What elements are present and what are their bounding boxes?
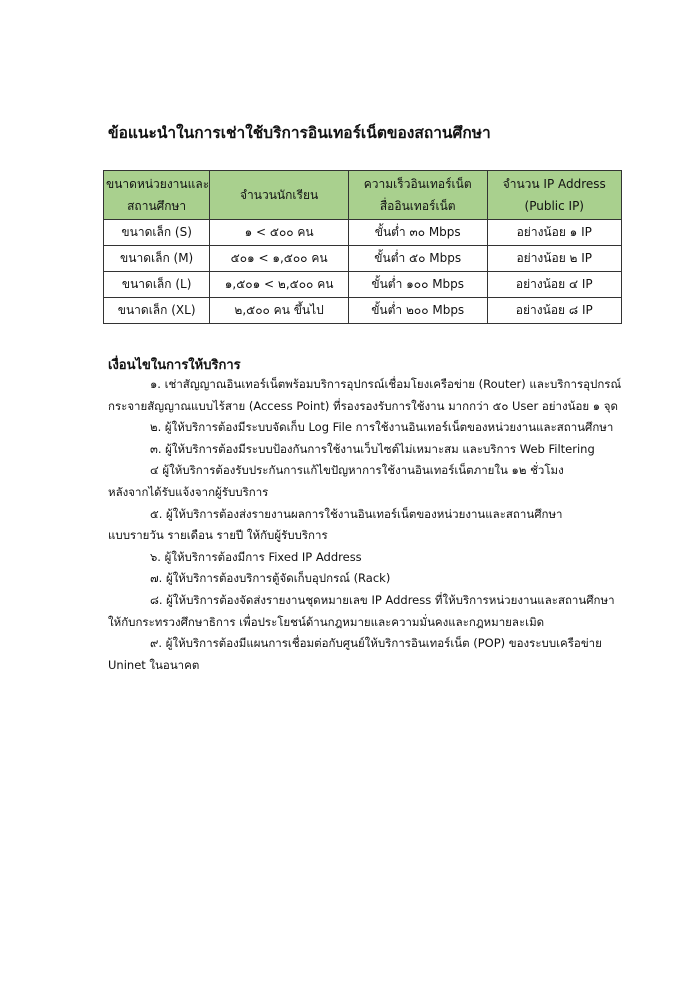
table-header — [104, 171, 622, 220]
table-cell: ๒,๕๐๐ คน ขึ้นไป — [210, 298, 349, 324]
condition-line: ๑. เช่าสัญญาณอินเทอร์เน็ตพร้อมบริการอุปกรณ์เชื่อมโยงเครือข่าย (Router) และบริการอุปกรณ์ — [150, 377, 622, 391]
table-cell: อย่างน้อย ๘ IP — [487, 298, 621, 324]
table-row — [104, 220, 622, 246]
page-title: ข้อแนะนำในการเช่าใช้บริการอินเทอร์เน็ตของสถานศึกษา — [108, 124, 491, 142]
table-cell: อย่างน้อย ๔ IP — [487, 272, 621, 298]
table-cell: ขนาดเล็ก (S) — [104, 220, 210, 246]
condition-line: ๔ ผู้ให้บริการต้องรับประกันการแก้ไขปัญหาการใช้งานอินเทอร์เน็ตภายใน ๑๒ ชั่วโมง — [150, 463, 564, 478]
table-row — [104, 298, 622, 324]
table-row — [104, 272, 622, 298]
service-table — [103, 170, 622, 324]
condition-line: ๖. ผู้ให้บริการต้องมีการ Fixed IP Address — [150, 549, 362, 564]
table-cell: อย่างน้อย ๒ IP — [487, 246, 621, 272]
table-cell: ขนาดเล็ก (M) — [104, 246, 210, 272]
conditions-heading: เงื่อนไขในการให้บริการ — [108, 358, 241, 373]
condition-line: ๗. ผู้ให้บริการต้องบริการตู้จัดเก็บอุปกรณ์ (Rack) — [150, 571, 391, 586]
conditions-list — [108, 374, 623, 676]
header-students — [210, 171, 349, 220]
header-text: (Public IP) — [524, 199, 584, 213]
table-cell: ขั้นต่ำ ๒๐๐ Mbps — [348, 298, 487, 324]
header-text: สื่ออินเทอร์เน็ต — [379, 199, 456, 213]
table-cell: ขนาดเล็ก (L) — [104, 272, 210, 298]
table-cell: ขั้นต่ำ ๑๐๐ Mbps — [348, 272, 487, 298]
table-cell: ขั้นต่ำ ๕๐ Mbps — [348, 246, 487, 272]
header-text: จำนวน IP Address — [502, 177, 606, 191]
header-text: ความเร็วอินเทอร์เน็ต — [363, 177, 472, 191]
condition-line: ๘. ผู้ให้บริการต้องจัดส่งรายงานชุดหมายเลข IP Address ที่ให้บริการหน่วยงานและสถานศึกษา — [150, 592, 615, 607]
table-cell: อย่างน้อย ๑ IP — [487, 220, 621, 246]
table-body — [104, 220, 622, 324]
condition-line: ๒. ผู้ให้บริการต้องมีระบบจัดเก็บ Log File การใช้งานอินเทอร์เน็ตของหน่วยงานและสถานศึกษา — [150, 420, 614, 435]
table-cell: ขนาดเล็ก (XL) — [104, 298, 210, 324]
table-row — [104, 246, 622, 272]
table-cell: ๑ < ๕๐๐ คน — [210, 220, 349, 246]
header-text: ขนาดหน่วยงานและ — [106, 177, 210, 191]
condition-line: ๙. ผู้ให้บริการต้องมีแผนการเชื่อมต่อกับศูนย์ให้บริการอินเทอร์เน็ต (POP) ของระบบเครือข่าย — [150, 636, 602, 651]
header-org-size — [104, 171, 210, 220]
condition-line: ให้กับกระทรวงศึกษาธิการ เพื่อประโยชน์ด้านกฎหมายและความมั่นคงและกฎหมายละเมิด — [108, 614, 545, 629]
condition-line: ๓. ผู้ให้บริการต้องมีระบบป้องกันการใช้งานเว็บไซต์ไม่เหมาะสม และบริการ Web Filtering — [150, 441, 595, 456]
condition-line: แบบรายวัน รายเดือน รายปี ให้กับผู้รับบริการ — [108, 528, 328, 543]
header-ip — [487, 171, 621, 220]
condition-line: กระจายสัญญาณแบบไร้สาย (Access Point) ที่รองรองรับการใช้งาน มากกว่า ๕๐ User อย่างน้อย ๑ จุด — [108, 398, 618, 413]
condition-line: ๕. ผู้ให้บริการต้องส่งรายงานผลการใช้งานอินเทอร์เน็ตของหน่วยงานและสถานศึกษา — [150, 506, 563, 521]
table-cell: ๕๐๑ < ๑,๕๐๐ คน — [210, 246, 349, 272]
header-text: จำนวนนักเรียน — [240, 188, 319, 202]
header-text: สถานศึกษา — [127, 199, 187, 213]
condition-line: หลังจากได้รับแจ้งจากผู้รับบริการ — [108, 484, 269, 499]
condition-line: Uninet ในอนาคต — [108, 657, 200, 672]
table-cell: ขั้นต่ำ ๓๐ Mbps — [348, 220, 487, 246]
table-cell: ๑,๕๐๑ < ๒,๕๐๐ คน — [210, 272, 349, 298]
header-speed — [348, 171, 487, 220]
